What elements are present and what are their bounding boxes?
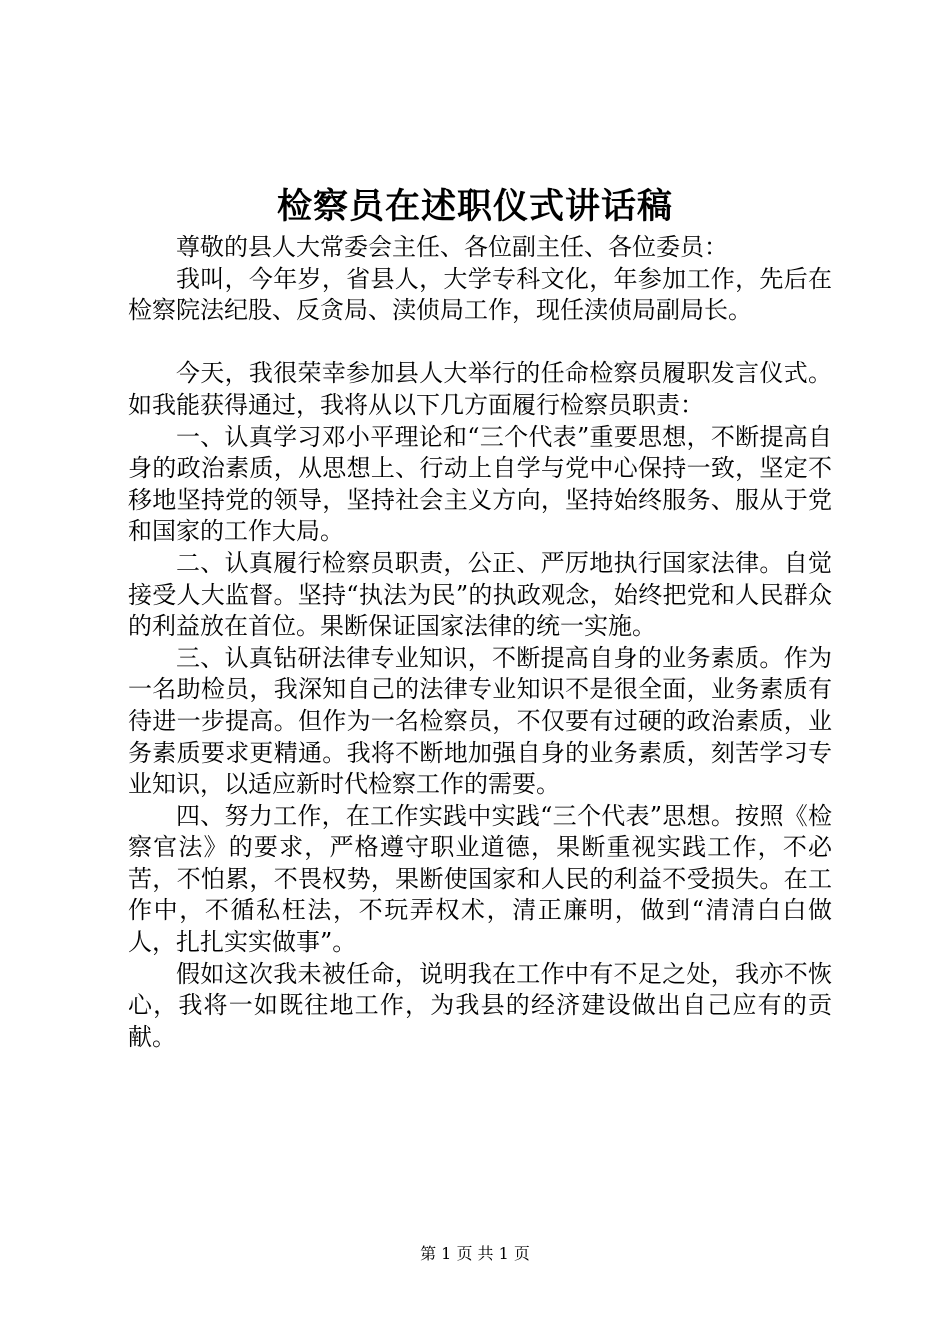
page-number-footer: 第 1 页 共 1 页	[420, 1244, 530, 1263]
introduction-paragraph: 我叫，今年岁，省县人，大学专科文化，年参加工作，先后在检察院法纪股、反贪局、渎侦局工作，现任渎侦局副局长。	[128, 264, 832, 325]
purpose-paragraph: 今天，我很荣幸参加县人大举行的任命检察员履职发言仪式。如我能获得通过，我将从以下几方面履行检察员职责：	[128, 359, 832, 419]
point-three-paragraph: 三、认真钻研法律专业知识，不断提高自身的业务素质。作为一名助检员，我深知自己的法律专业知识不是很全面，业务素质有待进一步提高。但作为一名检察员，不仅要有过硬的政治素质，业务素质要求更精通。我将不断地加强自身的业务素质，刻苦学习专业知识，以适应新时代检察工作的需要。	[128, 643, 832, 799]
point-one-paragraph: 一、认真学习邓小平理论和“三个代表”重要思想，不断提高自身的政治素质，从思想上、行动上自学与党中心保持一致，坚定不移地坚持党的领导，坚持社会主义方向，坚持始终服务、服从于党和国家的工作大局。	[128, 422, 832, 546]
point-four-paragraph: 四、努力工作，在工作实践中实践“三个代表”思想。按照《检察官法》的要求，严格遵守职业道德，果断重视实践工作，不必苦，不怕累，不畏权势，果断使国家和人民的利益不受损失。在工作中，不循私枉法，不玩弄权术，清正廉明，做到“清清白白做人，扎扎实实做事”。	[128, 801, 832, 957]
document-body	[128, 232, 832, 1053]
salutation-paragraph: 尊敬的县人大常委会主任、各位副主任、各位委员：	[176, 233, 728, 261]
closing-paragraph: 假如这次我未被任命，说明我在工作中有不足之处，我亦不恢心，我将一如既往地工作，为我县的经济建设做出自己应有的贡献。	[128, 959, 832, 1051]
point-two-paragraph: 二、认真履行检察员职责，公正、严厉地执行国家法律。自觉接受人大监督。坚持“执法为民”的执政观念，始终把党和人民群众的利益放在首位。果断保证国家法律的统一实施。	[128, 548, 832, 641]
document-title: 检察员在述职仪式讲话稿	[276, 186, 673, 227]
